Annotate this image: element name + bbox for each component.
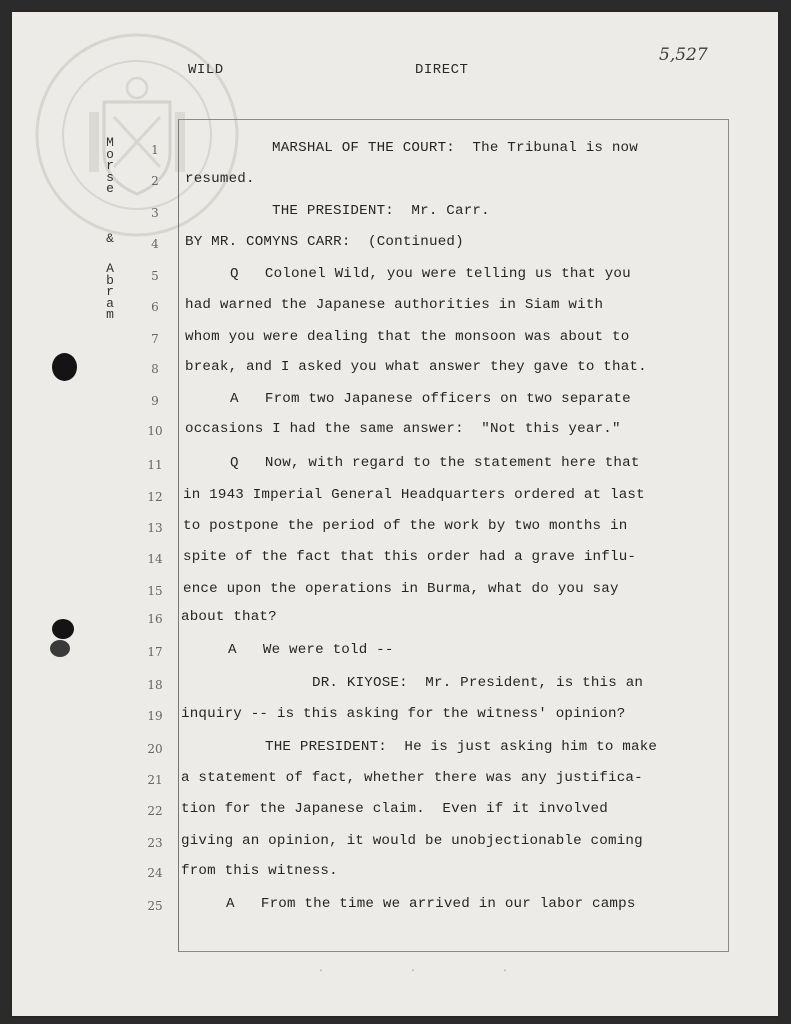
- examination-type-header: DIRECT: [415, 62, 469, 78]
- transcript-line: [0, 329, 780, 349]
- line-number: 15: [147, 584, 163, 598]
- line-number: 17: [147, 645, 163, 659]
- line-number: 20: [147, 742, 163, 756]
- line-text: occasions I had the same answer: "Not this year.": [185, 421, 621, 437]
- transcript-line: [0, 487, 780, 507]
- reporter-ampersand: &: [106, 231, 114, 246]
- line-text: from this witness.: [181, 863, 338, 879]
- transcript-line: [0, 675, 780, 695]
- line-text: giving an opinion, it would be unobjectionable coming: [181, 833, 643, 849]
- transcript-line: [0, 549, 780, 569]
- transcript-line: [0, 359, 780, 379]
- line-number: 8: [151, 362, 159, 376]
- transcript-line: [0, 140, 780, 160]
- transcript-line: [0, 171, 780, 191]
- line-text: Q Now, with regard to the statement here that: [230, 455, 640, 471]
- line-number: 10: [147, 424, 163, 438]
- transcript-line: [0, 203, 780, 223]
- line-number: 9: [151, 394, 159, 408]
- line-text: resumed.: [185, 171, 255, 187]
- line-text: DR. KIYOSE: Mr. President, is this an: [312, 675, 644, 691]
- line-number: 14: [147, 552, 163, 566]
- line-text: THE PRESIDENT: Mr. Carr.: [272, 203, 490, 219]
- line-number: 4: [151, 237, 159, 251]
- line-text: Q Colonel Wild, you were telling us that you: [230, 266, 631, 282]
- transcript-line: [0, 609, 780, 629]
- transcript-line: [0, 391, 780, 411]
- transcript-line: [0, 739, 780, 759]
- line-text: about that?: [181, 609, 277, 625]
- line-text: BY MR. COMYNS CARR: (Continued): [185, 234, 464, 250]
- reporter-name-text: A b r a m: [106, 261, 114, 322]
- line-number: 6: [151, 300, 159, 314]
- line-text: MARSHAL OF THE COURT: The Tribunal is now: [272, 140, 638, 156]
- line-text: whom you were dealing that the monsoon was about to: [185, 329, 630, 345]
- line-number: 22: [147, 804, 163, 818]
- line-text: A We were told --: [228, 642, 394, 658]
- line-number: 16: [147, 612, 163, 626]
- transcript-line: [0, 833, 780, 853]
- transcript-line: [0, 581, 780, 601]
- line-text: tion for the Japanese claim. Even if it involved: [181, 801, 608, 817]
- line-number: 13: [147, 521, 163, 535]
- line-text: had warned the Japanese authorities in Siam with: [185, 297, 604, 313]
- line-number: 23: [147, 836, 163, 850]
- line-number: 24: [147, 866, 163, 880]
- line-number: 3: [151, 206, 159, 220]
- line-text: spite of the fact that this order had a grave influ-: [183, 549, 637, 565]
- witness-name-header: WILD: [188, 62, 224, 78]
- line-text: in 1943 Imperial General Headquarters ordered at last: [183, 487, 645, 503]
- transcript-line: [0, 863, 780, 883]
- transcript-line: [0, 455, 780, 475]
- line-text: A From the time we arrived in our labor camps: [226, 896, 636, 912]
- line-number: 21: [147, 773, 163, 787]
- line-text: a statement of fact, whether there was any justifica-: [181, 770, 643, 786]
- line-number: 5: [151, 269, 159, 283]
- line-number: 2: [151, 174, 159, 188]
- line-text: A From two Japanese officers on two separate: [230, 391, 631, 407]
- line-number: 19: [147, 709, 163, 723]
- line-number: 12: [147, 490, 163, 504]
- line-number: 7: [151, 332, 159, 346]
- line-number: 18: [147, 678, 163, 692]
- transcript-line: [0, 297, 780, 317]
- line-number: 11: [147, 458, 163, 472]
- line-text: ence upon the operations in Burma, what do you say: [183, 581, 619, 597]
- transcript-line: [0, 421, 780, 441]
- transcript-line: [0, 770, 780, 790]
- line-number: 1: [151, 143, 159, 157]
- line-text: to postpone the period of the work by two months in: [183, 518, 628, 534]
- transcript-line: [0, 706, 780, 726]
- line-text: inquiry -- is this asking for the witness' opinion?: [181, 706, 626, 722]
- page-number: 5,527: [659, 45, 708, 65]
- transcript-line: [0, 266, 780, 286]
- footer-marks: · · ·: [318, 966, 549, 977]
- line-text: break, and I asked you what answer they gave to that.: [185, 359, 647, 375]
- transcript-line: [0, 896, 780, 916]
- transcript-line: [0, 801, 780, 821]
- transcript-line: [0, 642, 780, 662]
- reporter-name-text: M o r s e: [106, 135, 114, 196]
- line-text: THE PRESIDENT: He is just asking him to make: [265, 739, 658, 755]
- transcript-line: [0, 518, 780, 538]
- transcript-line: [0, 231, 780, 254]
- line-number: 25: [147, 899, 163, 913]
